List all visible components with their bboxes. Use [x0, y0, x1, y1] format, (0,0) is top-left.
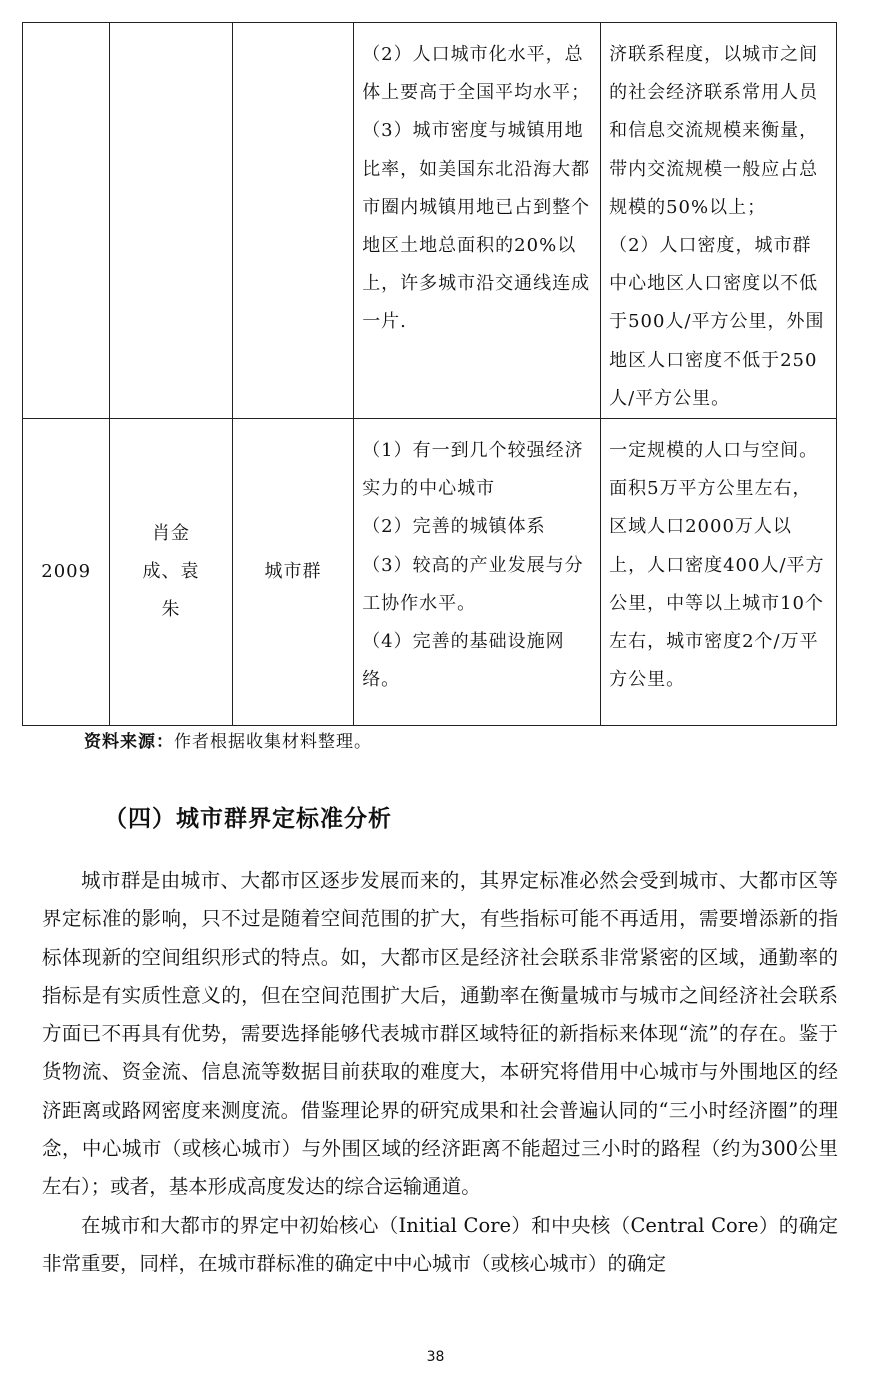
paragraph: 城市群是由城市、大都市区逐步发展而来的，其界定标准必然会受到城市、大都市区等界定标准的影响，只不过是随着空间范围的扩大，有些指标可能不再适用，需要增添新的指标体现新的空间组织形式的特点。如，大都市区是经济社会联系非常紧密的区域，通勤率的指标是有实质性意义的，但在空间范围扩大后，通勤率在衡量城市与城市之间经济社会联系方面已不再具有优势，需要选择能够代表城市群区域特征的新指标来体现“流”的存在。鉴于货物流、资金流、信息流等数据目前获取的难度大，本研究将借用中心城市与外围地区的经济距离或路网密度来测度流。借鉴理论界的研究成果和社会普遍认同的“三小时经济圈”的理念，中心城市（或核心城市）与外围区域的经济距离不能超过三小时的路程（约为300公里左右）；或者，基本形成高度发达的综合运输通道。 — [42, 869, 838, 1199]
indicator-item: 济联系程度，以城市之间的社会经济联系常用人员和信息交流规模来衡量，带内交流规模一般应占总规模的50%以上； — [609, 44, 819, 218]
table-source-note — [84, 727, 372, 752]
paragraph: 在城市和大都市的界定中初始核心（Initial Core）和中央核（Central Core）的确定非常重要，同样，在城市群标准的确定中中心城市（或核心城市）的确定 — [42, 1213, 838, 1275]
criteria-cell — [354, 23, 601, 419]
indicator-item: 一定规模的人口与空间。面积5万平方公里左右，区域人口2000万人以上，人口密度400人/平方公里，中等以上城市10个左右，城市密度2个/万平方公里。 — [609, 440, 825, 691]
indicator-item: （2）人口密度，城市群中心地区人口密度以不低于500人/平方公里，外围地区人口密度不低于250人/平方公里。 — [609, 235, 825, 409]
source-label: 资料来源： — [84, 732, 174, 752]
table-row — [23, 23, 837, 419]
section-heading: （四）城市群界定标准分析 — [104, 806, 392, 832]
criteria-item: （3）较高的产业发展与分工协作水平。 — [362, 554, 584, 614]
concept-cell — [232, 23, 353, 419]
standards-table — [22, 22, 837, 726]
criteria-cell — [354, 419, 601, 726]
criteria-item: （4）完善的基础设施网络。 — [362, 631, 565, 691]
table-row — [23, 419, 837, 726]
body-text — [42, 862, 838, 1283]
year-cell: 2009 — [23, 419, 110, 726]
concept-cell: 城市群 — [232, 419, 353, 726]
authors-cell: 肖金成、袁朱 — [110, 419, 232, 726]
criteria-item: （1）有一到几个较强经济实力的中心城市 — [362, 440, 584, 500]
indicators-cell — [601, 23, 837, 419]
criteria-item: （2）完善的城镇体系 — [362, 516, 546, 538]
year-cell — [23, 23, 110, 419]
criteria-item: （3）城市密度与城镇用地比率，如美国东北沿海大都市圈内城镇用地已占到整个地区土地总面积的20%以上，许多城市沿交通线连成一片. — [362, 120, 591, 333]
criteria-item: （2）人口城市化水平，总体上要高于全国平均水平； — [362, 44, 591, 104]
source-text: 作者根据收集材料整理。 — [174, 732, 372, 752]
indicators-cell — [601, 419, 837, 726]
authors-cell — [110, 23, 232, 419]
page-number: 38 — [426, 1349, 445, 1365]
